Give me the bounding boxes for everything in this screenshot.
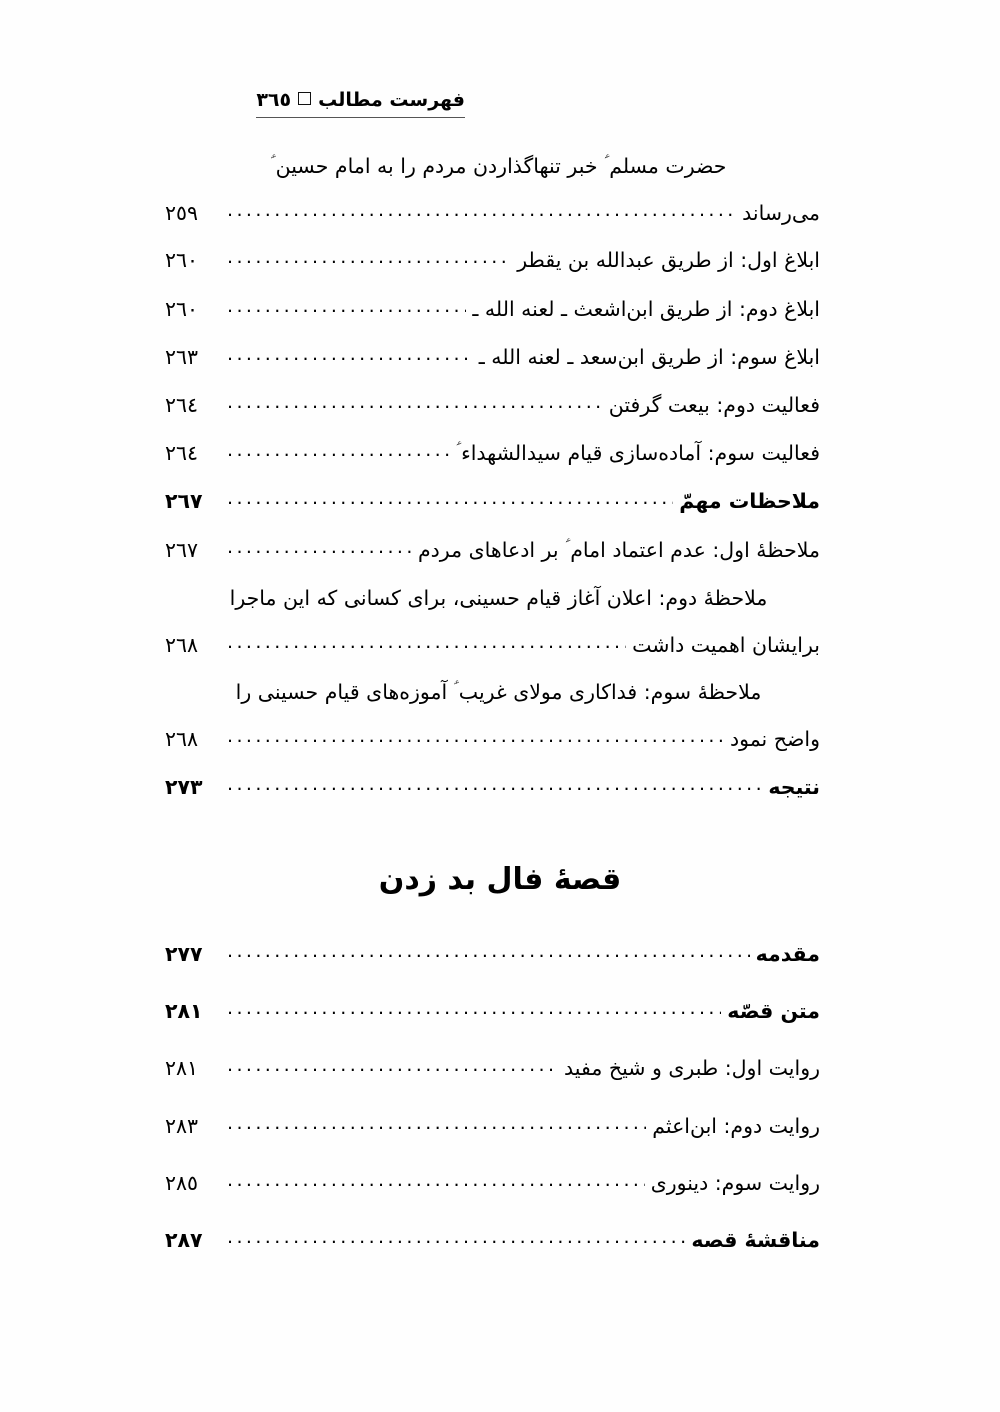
toc-entry-title: ابلاغ دوم: از طریق ابن‌اشعث ـ لعنه الله ـ (472, 296, 820, 321)
running-header (165, 88, 465, 118)
toc-entry[interactable] (165, 293, 820, 326)
dot-leader (227, 291, 466, 322)
toc-entry-title-last-line (165, 629, 820, 662)
toc-entry-body (165, 389, 820, 422)
toc-entry-title: متن قصّه (727, 999, 820, 1024)
toc-entry-title: نتیجه (768, 774, 820, 799)
dot-leader (227, 242, 511, 273)
toc-entry-body (165, 534, 820, 567)
toc-entry-title: برایشان اهمیت داشت (632, 633, 820, 658)
toc-entry-body (165, 771, 820, 804)
toc-entry-title: واضح نمود (729, 727, 820, 752)
toc-page-number: ٢٦٨ (165, 727, 199, 752)
dot-leader (227, 339, 473, 370)
toc-entry-title-last-line (165, 197, 820, 230)
toc-entry-body (165, 437, 820, 470)
toc-entry-body (165, 485, 820, 518)
dot-leader (227, 993, 721, 1024)
dot-leader (227, 1050, 558, 1081)
toc-page-number: ٢٨٧ (165, 1228, 203, 1253)
chapter-heading: قصهٔ فال بد زدن (378, 862, 622, 897)
toc-entry[interactable] (165, 341, 820, 374)
toc-entry[interactable] (165, 582, 820, 662)
toc-entry-body (165, 1224, 820, 1257)
toc-entry-title: فعالیت سوم: آماده‌سازی قیام سیدالشهداء ؑ (455, 441, 820, 466)
toc-page-number: ٢٦٧ (165, 537, 199, 562)
toc-page-number: ٢٨١ (165, 1056, 199, 1081)
dot-leader (227, 936, 750, 967)
toc-entry-title: ملاحظهٔ اول: عدم اعتماد امام ؑ بر ادعاهای مردم (417, 537, 820, 562)
dot-leader (227, 1222, 685, 1253)
toc-page-number: ٢٨٣ (165, 1113, 199, 1138)
toc-entry-title: مناقشهٔ قصه (691, 1228, 820, 1253)
toc-page-number: ٢٦٨ (165, 633, 199, 658)
dot-leader (227, 532, 412, 563)
toc-list-section-one (165, 150, 820, 819)
toc-entry[interactable] (165, 437, 820, 470)
toc-entry-body (165, 938, 820, 971)
toc-entry-title-line: ملاحظهٔ دوم: اعلان آغاز قیام حسینی، برای کسانی که این ماجرا (229, 585, 768, 610)
toc-page-number: ٢٥٩ (165, 201, 199, 226)
toc-page-number: ٢٦٠ (165, 296, 199, 321)
toc-page-number: ٢٧٧ (165, 942, 203, 966)
toc-page-number: ٢٦٣ (165, 344, 199, 369)
toc-entry[interactable] (165, 1167, 820, 1200)
toc-entry-body (165, 341, 820, 374)
toc-entry-title: روایت دوم: ابن‌اعثم (652, 1113, 820, 1138)
dot-leader (227, 627, 626, 658)
dot-leader (227, 1108, 646, 1139)
toc-entry[interactable] (165, 1224, 820, 1257)
dot-leader (227, 435, 450, 466)
toc-entry-title: روایت اول: طبری و شیخ مفید (564, 1056, 820, 1081)
toc-entry-body (165, 1110, 820, 1143)
toc-entry[interactable] (165, 534, 820, 567)
toc-entry-title: فعالیت دوم: بیعت گرفتن (608, 393, 820, 418)
running-header-title: فهرست مطالب (318, 89, 465, 111)
toc-entry-title: روایت سوم: دینوری (650, 1170, 820, 1195)
folio-number: ٣٦٥ (256, 89, 292, 111)
toc-entry[interactable] (165, 771, 820, 804)
toc-entry-title: مقدمه (755, 942, 820, 966)
toc-page-number: ٢٦٧ (165, 489, 203, 514)
toc-entry[interactable] (165, 938, 820, 971)
square-bullet-icon (298, 92, 311, 105)
toc-entry-body (165, 1167, 820, 1200)
toc-list-section-two (165, 938, 820, 1281)
toc-entry[interactable] (165, 995, 820, 1028)
dot-leader (227, 1165, 645, 1196)
toc-page-number: ٢٧٣ (165, 774, 203, 799)
toc-entry[interactable] (165, 150, 820, 230)
dot-leader (227, 483, 673, 514)
toc-entry-title: ابلاغ اول: از طریق عبدالله بن یقطر (517, 248, 820, 273)
dot-leader (227, 387, 603, 418)
toc-entry-title-line: ملاحظهٔ سوم: فداکاری مولای غریب ؑ آموزه‌های قیام حسینی را (235, 680, 762, 705)
toc-page-number: ٢٦٤ (165, 393, 199, 418)
dot-leader (227, 769, 762, 800)
dot-leader (227, 195, 736, 226)
toc-entry[interactable] (165, 244, 820, 277)
toc-entry-title-last-line (165, 723, 820, 756)
toc-page-number: ٢٨٥ (165, 1170, 199, 1195)
toc-page-number: ٢٦٤ (165, 441, 199, 466)
toc-entry-body (165, 995, 820, 1028)
toc-entry-title: ملاحظات مهمّ (679, 489, 820, 514)
toc-entry[interactable] (165, 485, 820, 518)
toc-page-number: ٢٨١ (165, 999, 203, 1024)
dot-leader (227, 721, 724, 752)
toc-entry-title-line: حضرت مسلم ؑ خبر تنهاگذاردن مردم را به امام حسین ؑ (270, 154, 727, 178)
toc-entry-title: ابلاغ سوم: از طریق ابن‌سعد ـ لعنه الله ـ (478, 344, 820, 369)
toc-entry[interactable] (165, 389, 820, 422)
running-header-inner (256, 88, 465, 118)
toc-entry[interactable] (165, 676, 820, 756)
toc-entry-title: می‌رساند (742, 201, 820, 226)
toc-entry-body (165, 1052, 820, 1085)
toc-entry[interactable] (165, 1052, 820, 1085)
toc-entry[interactable] (165, 1110, 820, 1143)
toc-entry-body (165, 293, 820, 326)
toc-page-number: ٢٦٠ (165, 248, 199, 273)
toc-entry-body (165, 244, 820, 277)
